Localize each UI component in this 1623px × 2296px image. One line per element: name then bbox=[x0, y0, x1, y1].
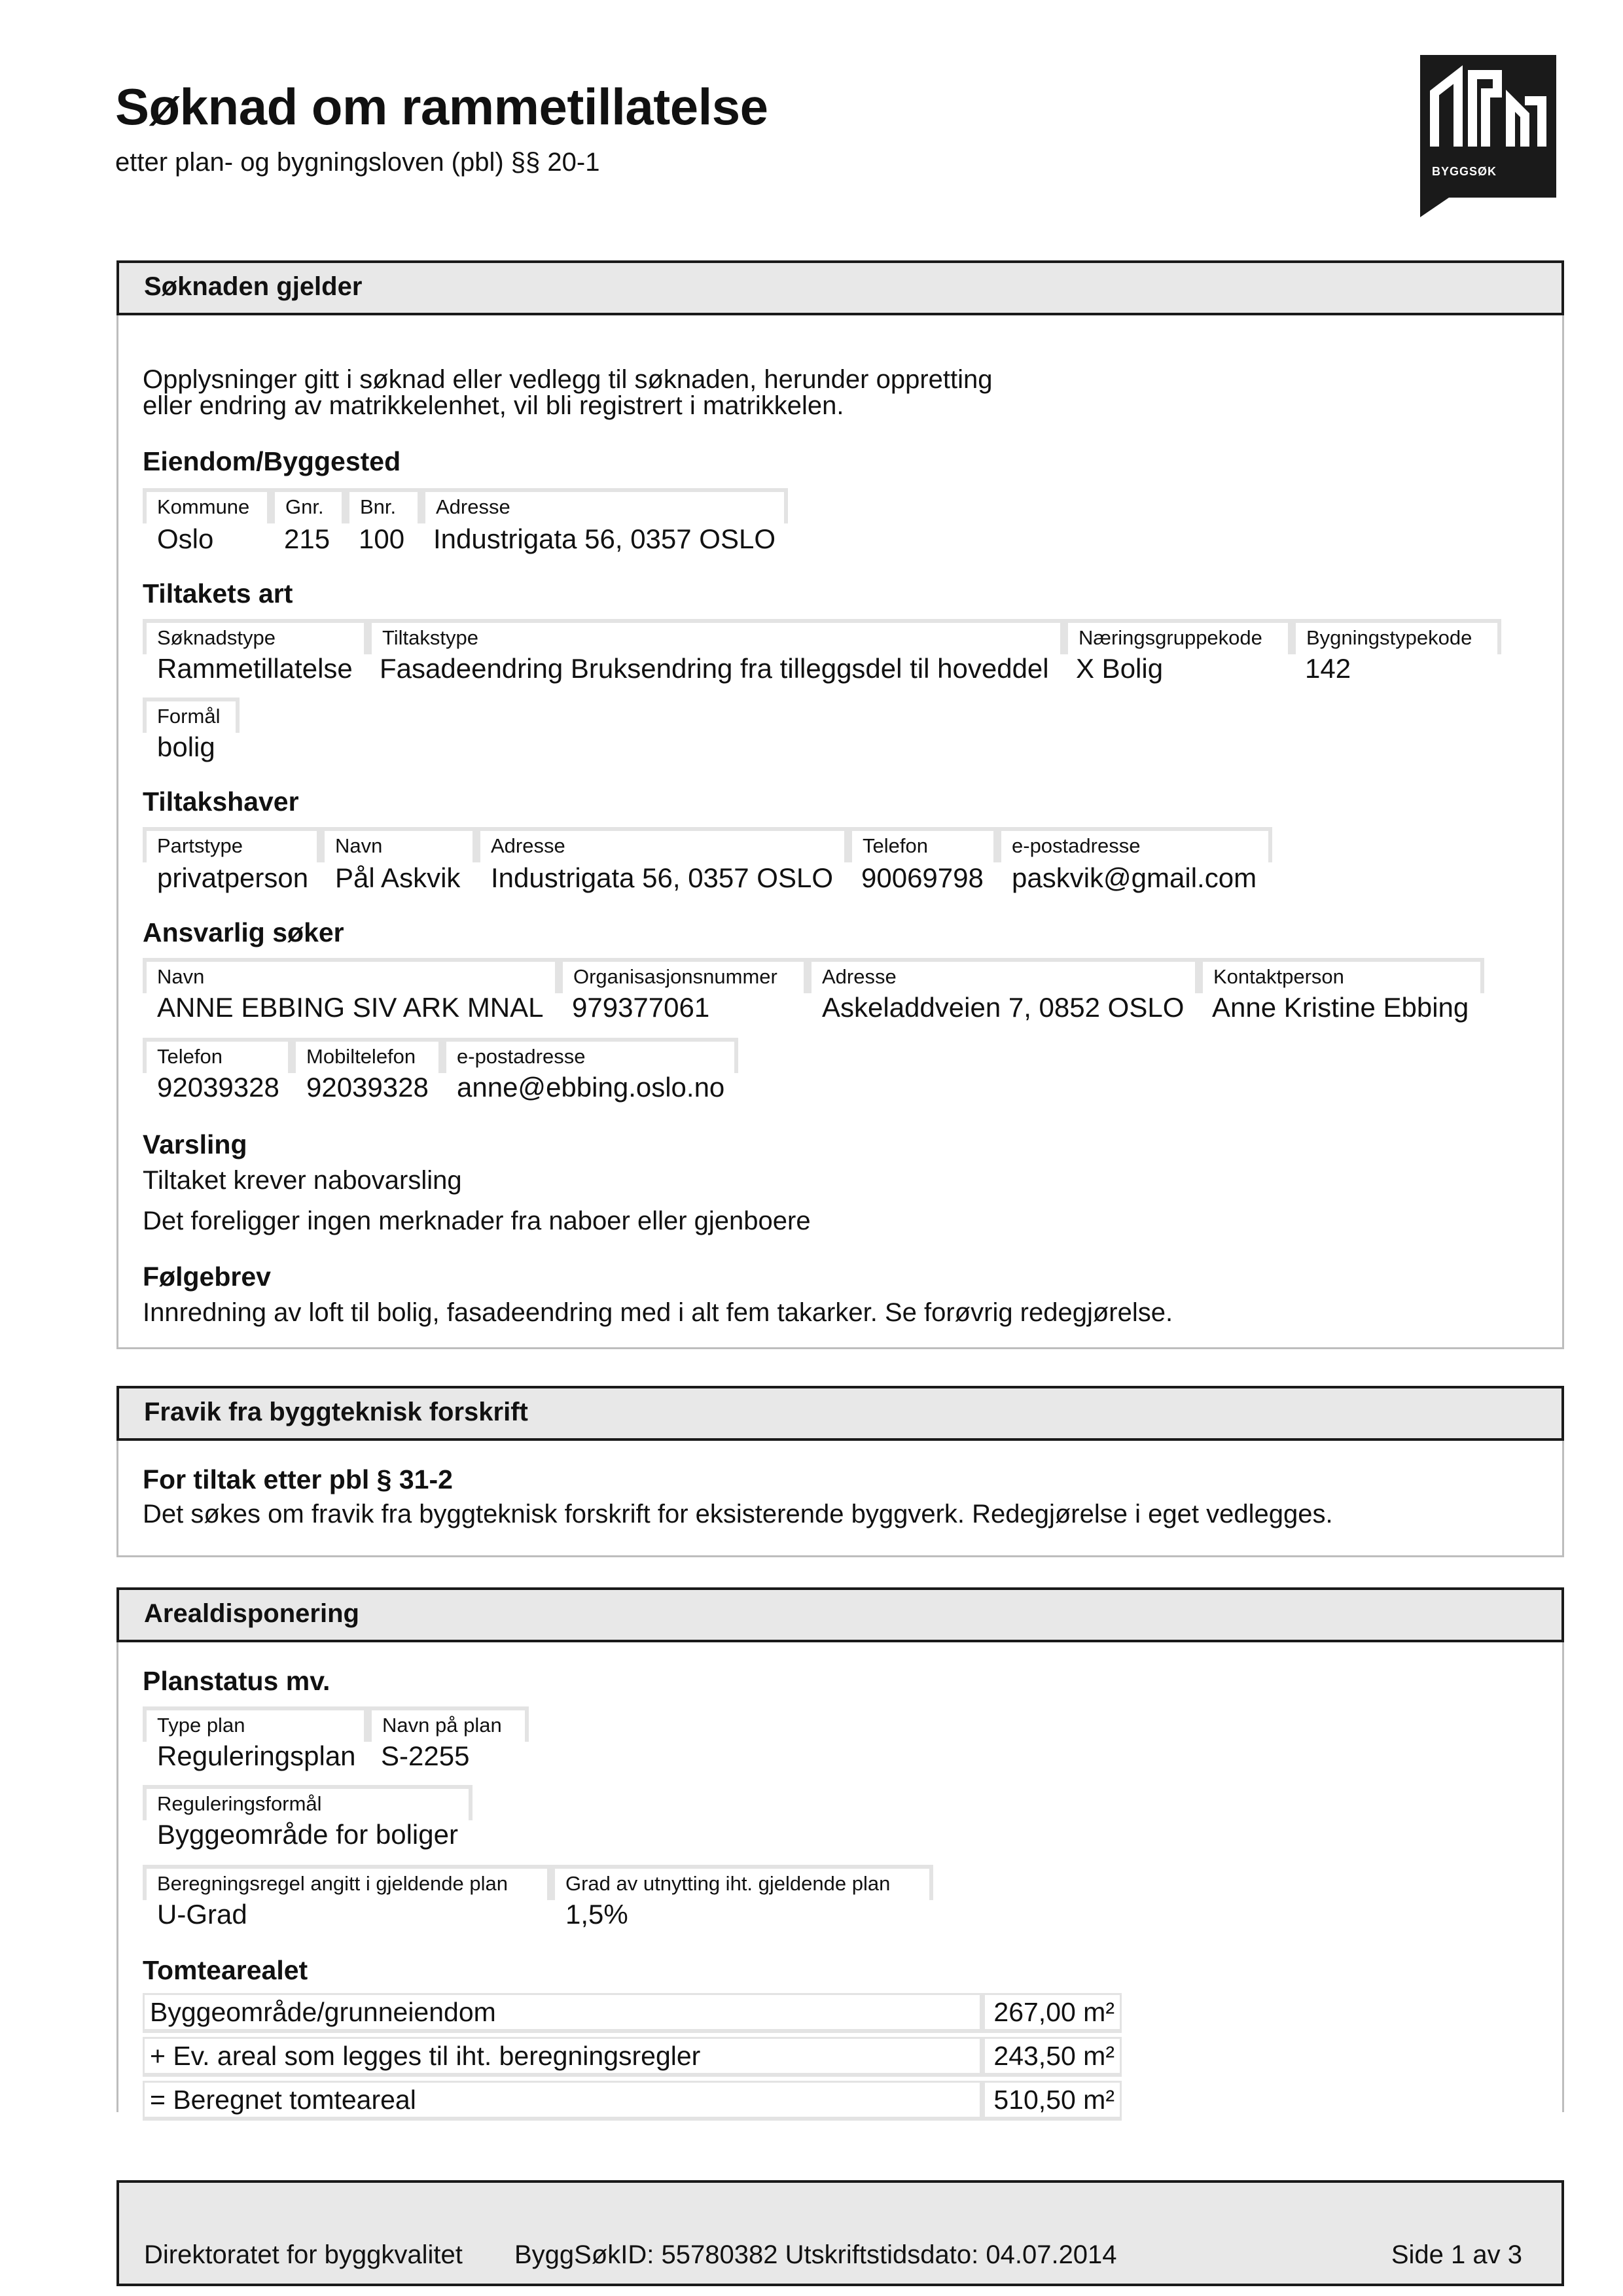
field-label: Næringsgruppekode bbox=[1079, 626, 1262, 649]
field-label: Tiltakstype bbox=[382, 626, 479, 649]
field-label: Navn på plan bbox=[382, 1714, 502, 1737]
intro-text-line1: Opplysninger gitt i søknad eller vedlegg til søknaden, herunder oppretting bbox=[143, 365, 993, 394]
field-label: Navn bbox=[335, 834, 383, 857]
field-label: Navn bbox=[157, 965, 205, 988]
field-label: Mobiltelefon bbox=[306, 1045, 416, 1068]
value-type-plan: Reguleringsplan bbox=[157, 1740, 356, 1771]
heading-tiltakshaver: Tiltakshaver bbox=[143, 786, 299, 817]
table-row bbox=[143, 2037, 1122, 2077]
field-grad-utnytting bbox=[551, 1865, 933, 1900]
field-telefon bbox=[143, 1038, 292, 1073]
folgebrev-text: Innredning av loft til bolig, fasadeendring med i alt fem takarker. Se forøvrig redegjørelse. bbox=[143, 1298, 1173, 1327]
fravik-text: Det søkes om fravik fra byggteknisk forskrift for eksisterende byggverk. Redegjørelse i eget vedlegges. bbox=[143, 1500, 1333, 1528]
value-navn: ANNE EBBING SIV ARK MNAL bbox=[157, 992, 544, 1023]
heading-eiendom: Eiendom/Byggested bbox=[143, 446, 401, 476]
field-epost bbox=[997, 827, 1272, 862]
field-label: Kommune bbox=[157, 495, 250, 518]
table-cell-value: 267,00 m² bbox=[985, 1993, 1122, 2033]
field-mobiltelefon bbox=[292, 1038, 442, 1073]
footer-organization: Direktoratet for byggkvalitet bbox=[144, 2240, 463, 2269]
field-bnr bbox=[346, 488, 421, 523]
field-label: Søknadstype bbox=[157, 626, 276, 649]
page-subtitle: etter plan- og bygningsloven (pbl) §§ 20-1 bbox=[115, 148, 600, 177]
varsling-line1: Tiltaket krever nabovarsling bbox=[143, 1166, 462, 1195]
value-epost: paskvik@gmail.com bbox=[1012, 862, 1257, 893]
value-organisasjonsnummer: 979377061 bbox=[572, 992, 710, 1023]
value-gnr: 215 bbox=[284, 523, 330, 554]
value-adresse: Industrigata 56, 0357 OSLO bbox=[433, 523, 776, 554]
page-title: Søknad om rammetillatelse bbox=[115, 78, 768, 135]
varsling-line2: Det foreligger ingen merknader fra naboer eller gjenboere bbox=[143, 1207, 811, 1235]
field-adresse bbox=[421, 488, 788, 523]
field-label: Telefon bbox=[157, 1045, 223, 1068]
field-label: e-postadresse bbox=[1012, 834, 1141, 857]
field-navn bbox=[321, 827, 476, 862]
value-epost: anne@ebbing.oslo.no bbox=[457, 1072, 725, 1103]
heading-tiltak-pbl: For tiltak etter pbl § 31-2 bbox=[143, 1464, 453, 1494]
value-adresse: Industrigata 56, 0357 OSLO bbox=[491, 862, 834, 893]
value-mobiltelefon: 92039328 bbox=[306, 1072, 429, 1103]
byggsok-logo bbox=[1420, 55, 1556, 198]
table-cell-label: = Beregnet tomteareal bbox=[143, 2081, 985, 2121]
field-telefon bbox=[848, 827, 997, 862]
value-reguleringsformal: Byggeområde for boliger bbox=[157, 1819, 458, 1850]
field-label: Formål bbox=[157, 705, 221, 728]
field-naeringsgruppekode bbox=[1064, 619, 1292, 654]
section-heading-soknaden: Søknaden gjelder bbox=[116, 260, 1564, 315]
logo-tail bbox=[1420, 198, 1449, 217]
field-adresse bbox=[476, 827, 848, 862]
value-bnr: 100 bbox=[359, 523, 405, 554]
value-telefon: 90069798 bbox=[861, 862, 984, 893]
heading-folgebrev: Følgebrev bbox=[143, 1262, 271, 1292]
field-label: Kontaktperson bbox=[1213, 965, 1344, 988]
value-soknadstype: Rammetillatelse bbox=[157, 653, 353, 684]
heading-tiltakets-art: Tiltakets art bbox=[143, 578, 293, 609]
field-beregningsregel bbox=[143, 1865, 551, 1900]
field-label: Partstype bbox=[157, 834, 243, 857]
tomteareal-table bbox=[143, 1989, 1122, 2125]
field-formal bbox=[143, 698, 240, 733]
field-label: e-postadresse bbox=[457, 1045, 586, 1068]
field-label: Grad av utnytting iht. gjeldende plan bbox=[565, 1872, 891, 1895]
footer-page-number: Side 1 av 3 bbox=[1391, 2240, 1522, 2269]
footer-byggsok-id: ByggSøkID: 55780382 Utskriftstidsdato: 04.07.2014 bbox=[514, 2240, 1117, 2269]
value-tiltakstype: Fasadeendring Bruksendring fra tilleggsdel til hoveddel bbox=[380, 653, 1049, 684]
field-navn bbox=[143, 958, 559, 993]
section-heading-fravik: Fravik fra byggteknisk forskrift bbox=[116, 1386, 1564, 1441]
value-naeringsgruppekode: X Bolig bbox=[1076, 653, 1164, 684]
value-beregningsregel: U-Grad bbox=[157, 1899, 247, 1930]
section-heading-areal: Arealdisponering bbox=[116, 1587, 1564, 1642]
intro-text-line2: eller endring av matrikkelenhet, vil bli registrert i matrikkelen. bbox=[143, 391, 844, 420]
field-kontaktperson bbox=[1199, 958, 1484, 993]
field-epost bbox=[442, 1038, 738, 1073]
field-label: Type plan bbox=[157, 1714, 245, 1737]
field-label: Reguleringsformål bbox=[157, 1792, 322, 1815]
table-row bbox=[143, 1993, 1122, 2033]
field-type-plan bbox=[143, 1706, 368, 1742]
value-navn-plan: S-2255 bbox=[381, 1740, 470, 1771]
field-gnr bbox=[271, 488, 346, 523]
field-label: Adresse bbox=[436, 495, 510, 518]
field-label: Organisasjonsnummer bbox=[573, 965, 777, 988]
heading-ansvarlig-soker: Ansvarlig søker bbox=[143, 917, 344, 947]
field-kommune bbox=[143, 488, 271, 523]
field-label: Gnr. bbox=[285, 495, 324, 518]
field-bygningstypekode bbox=[1292, 619, 1501, 654]
field-label: Bnr. bbox=[360, 495, 397, 518]
field-partstype bbox=[143, 827, 321, 862]
table-cell-value: 510,50 m² bbox=[985, 2081, 1122, 2121]
field-tiltakstype bbox=[368, 619, 1064, 654]
value-navn: Pål Askvik bbox=[335, 862, 461, 893]
page-footer bbox=[116, 2180, 1564, 2286]
heading-tomtearealet: Tomtearealet bbox=[143, 1955, 308, 1985]
value-grad-utnytting: 1,5% bbox=[565, 1899, 628, 1930]
table-row bbox=[143, 2081, 1122, 2121]
field-label: Telefon bbox=[863, 834, 928, 857]
field-reguleringsformal bbox=[143, 1785, 473, 1820]
field-adresse bbox=[808, 958, 1199, 993]
logo-label: BYGGSØK bbox=[1432, 165, 1497, 178]
field-organisasjonsnummer bbox=[559, 958, 808, 993]
value-bygningstypekode: 142 bbox=[1305, 653, 1351, 684]
table-cell-label: Byggeområde/grunneiendom bbox=[143, 1993, 985, 2033]
value-kontaktperson: Anne Kristine Ebbing bbox=[1212, 992, 1469, 1023]
value-formal: bolig bbox=[157, 732, 215, 762]
field-soknadstype bbox=[143, 619, 368, 654]
field-label: Beregningsregel angitt i gjeldende plan bbox=[157, 1872, 508, 1895]
field-label: Adresse bbox=[491, 834, 565, 857]
table-cell-value: 243,50 m² bbox=[985, 2037, 1122, 2077]
value-partstype: privatperson bbox=[157, 862, 309, 893]
value-kommune: Oslo bbox=[157, 523, 214, 554]
value-adresse: Askeladdveien 7, 0852 OSLO bbox=[822, 992, 1185, 1023]
field-label: Bygningstypekode bbox=[1306, 626, 1472, 649]
table-cell-label: + Ev. areal som legges til iht. beregningsregler bbox=[143, 2037, 985, 2077]
logo-buildings-icon bbox=[1420, 55, 1556, 160]
heading-planstatus: Planstatus mv. bbox=[143, 1666, 330, 1696]
field-label: Adresse bbox=[822, 965, 897, 988]
field-navn-plan bbox=[368, 1706, 529, 1742]
heading-varsling: Varsling bbox=[143, 1129, 247, 1159]
value-telefon: 92039328 bbox=[157, 1072, 279, 1103]
